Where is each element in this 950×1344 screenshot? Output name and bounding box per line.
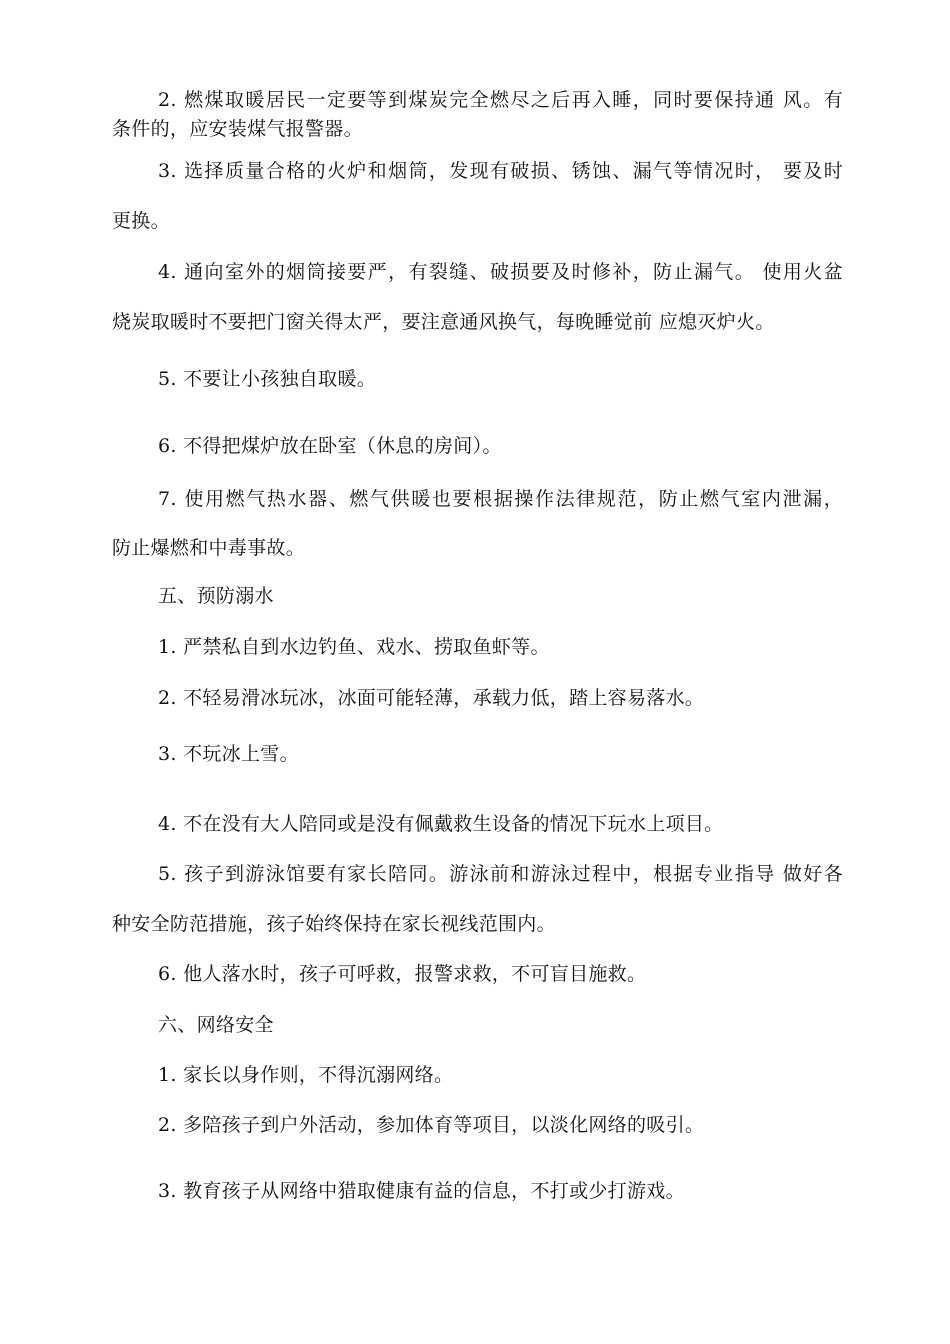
text-line: 4. 不在没有大人陪同或是没有佩戴救生设备的情况下玩水上项目。: [158, 813, 724, 835]
section-heading: 五、预防溺水: [158, 585, 274, 607]
text-line: 1. 严禁私自到水边钓鱼、戏水、捞取鱼虾等。: [158, 636, 550, 658]
text-line: 2. 燃煤取暖居民一定要等到煤炭完全燃尽之后再入睡，同时要保持通 风。有: [158, 89, 843, 111]
text-line: 2. 多陪孩子到户外活动，参加体育等项目，以淡化网络的吸引。: [158, 1114, 705, 1136]
text-line: 3. 选择质量合格的火炉和烟筒，发现有破损、锈蚀、漏气等情况时， 要及时: [158, 160, 843, 182]
text-line: 2. 不轻易滑冰玩冰，冰面可能轻薄，承载力低，踏上容易落水。: [158, 687, 705, 709]
text-line: 3. 教育孩子从网络中猎取健康有益的信息，不打或少打游戏。: [158, 1180, 685, 1202]
text-line: 3. 不玩冰上雪。: [158, 743, 299, 765]
text-line: 1. 家长以身作则，不得沉溺网络。: [158, 1064, 454, 1086]
text-line: 种安全防范措施，孩子始终保持在家长视线范围内。: [112, 913, 556, 935]
text-line: 烧炭取暖时不要把门窗关得太严，要注意通风换气，每晚睡觉前 应熄灭炉火。: [112, 311, 775, 333]
text-line: 6. 不得把煤炉放在卧室（休息的房间）。: [158, 435, 502, 457]
text-line: 4. 通向室外的烟筒接要严，有裂缝、破损要及时修补，防止漏气。 使用火盆: [158, 261, 843, 283]
text-line: 5. 孩子到游泳馆要有家长陪同。游泳前和游泳过程中，根据专业指导 做好各: [158, 863, 843, 885]
text-line: 防止爆燃和中毒事故。: [112, 537, 306, 559]
text-line: 7. 使用燃气热水器、燃气供暖也要根据操作法律规范，防止燃气室内泄漏，: [158, 488, 843, 510]
text-line: 更换。: [112, 210, 170, 232]
text-line: 6. 他人落水时，孩子可呼救，报警求救，不可盲目施救。: [158, 963, 647, 985]
section-heading: 六、网络安全: [158, 1014, 274, 1036]
text-line: 条件的，应安装煤气报警器。: [112, 118, 363, 140]
text-line: 5. 不要让小孩独自取暖。: [158, 368, 377, 390]
